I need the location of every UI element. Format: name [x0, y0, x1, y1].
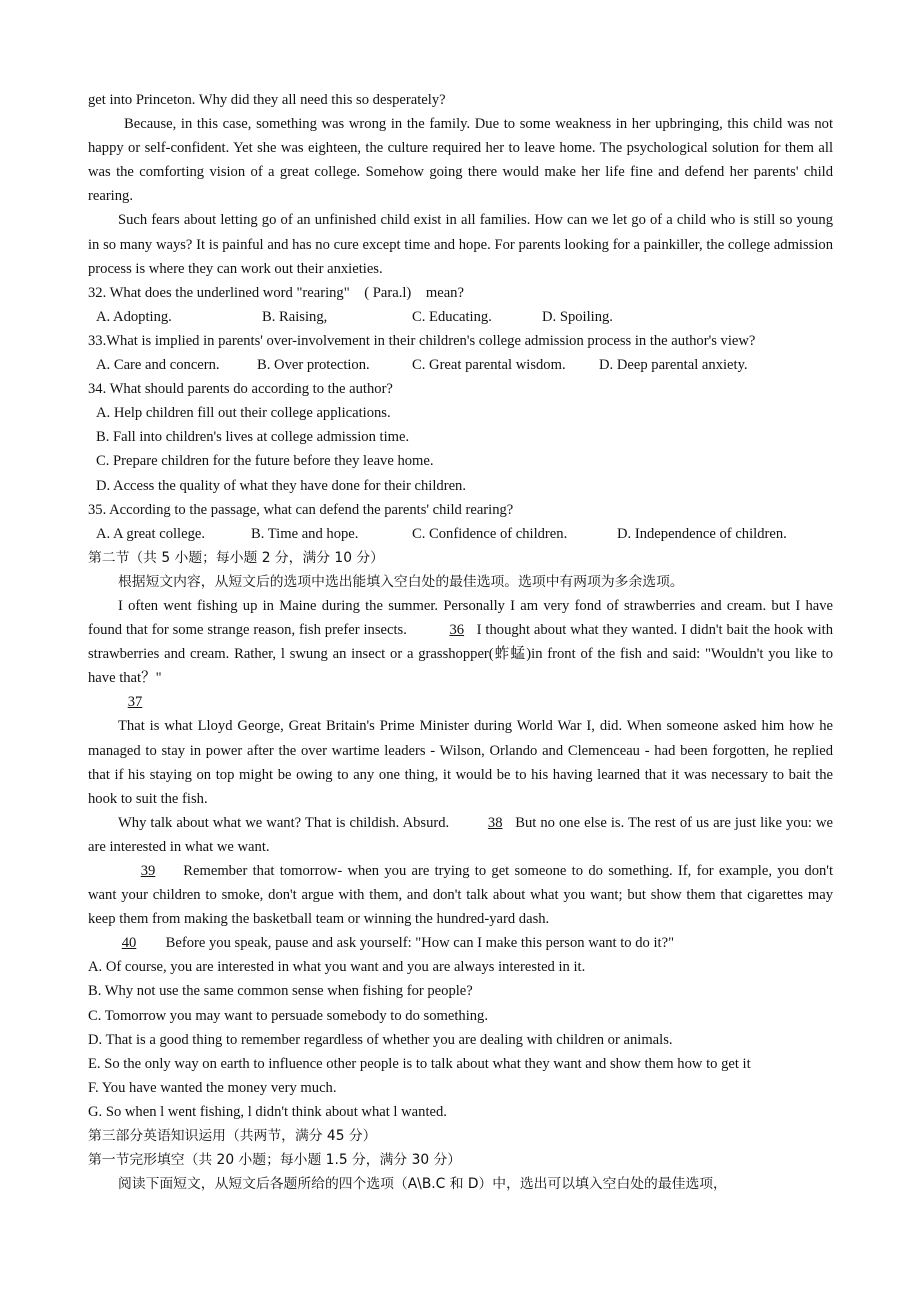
paragraph-text: Remember that tomorrow- when you are trying to get someone to do something. If, for example, you don't want your children to smoke, don't argue with them, and don't talk about what you want; but show them that cigarettes may keep them from making the basketball team or winning the hundred-yard dash. [88, 863, 833, 928]
blank-37: 37 [127, 694, 143, 711]
choice-option: C. Tomorrow you may want to persuade somebody to do something. [88, 1007, 488, 1024]
paragraph-text: Before you speak, pause and ask yourself: "How can I make this person want to do it?" [162, 935, 675, 952]
passage-paragraph [88, 811, 833, 859]
blank-38: 38 [487, 814, 503, 831]
choice-option: A. Of course, you are interested in what you want and you are always interested in it. [88, 959, 586, 976]
section-instruction: 根据短文内容，从短文后的选项中选出能填入空白处的最佳选项。选项中有两项为多余选项。 [118, 573, 684, 590]
part-heading: 第三部分英语知识运用（共两节，满分 45 分） [88, 1128, 377, 1145]
option: B. Time and hope. [251, 525, 359, 542]
option: C. Confidence of children. [412, 525, 568, 542]
paragraph-text: I thought about what they wanted. I didn't bait the hook with strawberries and cream. Rather, l swung an insect or a grasshopper(蚱蜢)in front of the fish and said: "Wouldn't you like to have that？" [88, 622, 834, 687]
question-stem: 33.What is implied in parents' over-involvement in their children's college admission process in the author's view? [88, 332, 756, 349]
option: B. Fall into children's lives at college admission time. [96, 429, 410, 446]
option: C. Prepare children for the future before they leave home. [96, 453, 434, 470]
passage-paragraph: get into Princeton. Why did they all need this so desperately? [88, 92, 446, 108]
paragraph-text: But no one else is. The rest of us are just like you: we are interested in what we want. [88, 814, 833, 855]
passage-paragraph: Such fears about letting go of an unfinished child exist in all families. How can we let go of a child who is still so young in so many ways? It is painful and has no cure except time and hope. For parents looking for a painkiller, the college admission process is where they can work out their anxieties. [88, 212, 833, 277]
exam-page [88, 88, 833, 1196]
sub-heading: 第一节完形填空（共 20 小题；每小题 1.5 分，满分 30 分） [88, 1152, 462, 1169]
section-instruction: 阅读下面短文，从短文后各题所给的四个选项（A\B.C 和 D）中，选出可以填入空白处的最佳选项， [118, 1176, 727, 1193]
choice-option: F. You have wanted the money very much. [88, 1079, 337, 1096]
choice-option: D. That is a good thing to remember regardless of whether you are dealing with children or animals. [88, 1031, 673, 1048]
question-stem: 34. What should parents do according to the author? [88, 381, 393, 398]
option: A. A great college. [96, 525, 206, 542]
blank-line [88, 690, 833, 714]
option-row [88, 353, 833, 377]
option-row [88, 305, 833, 329]
option: B. Raising, [262, 308, 328, 325]
option: D. Access the quality of what they have done for their children. [96, 477, 466, 494]
blank-39: 39 [140, 863, 156, 879]
passage-paragraph: That is what Lloyd George, Great Britain's Prime Minister during World War I, did. When someone asked him how he managed to stay in power after the over wartime leaders - Wilson, Orlando and Clemenceau - had been forgotten, he replied that if his staying on top might be owing to any one thing, it would be to his having learned that it was necessary to bait the hook to suit the fish. [88, 718, 833, 807]
paragraph-text: I often went fishing up in Maine during the summer. Personally I am very fond of strawberries and cream. but I have found that for some strange reason, fish prefer insects. [88, 597, 833, 639]
choice-option: G. So when l went fishing, l didn't think about what l wanted. [88, 1103, 447, 1120]
choice-option: E. So the only way on earth to influence other people is to talk about what they want and show them how to get it [88, 1055, 751, 1072]
option: D. Spoiling. [542, 308, 613, 325]
blank-40: 40 [121, 935, 137, 952]
passage-paragraph [88, 931, 833, 955]
option: B. Over protection. [257, 357, 370, 374]
option-row [88, 522, 833, 546]
section-heading: 第二节（共 5 小题；每小题 2 分，满分 10 分） [88, 549, 384, 566]
option: D. Independence of children. [617, 525, 787, 542]
option: C. Educating. [412, 308, 492, 325]
option: A. Care and concern. [96, 357, 220, 374]
passage-paragraph: Because, in this case, something was wrong in the family. Due to some weakness in her upbringing, this child was not happy or self-confident. Yet she was eighteen, the culture required her to leave home. The psychological solution for them all was the comforting vision of a great college. Somehow going there would make her life fine and defend her parents' child rearing. [88, 116, 833, 205]
choice-option: B. Why not use the same common sense when fishing for people? [88, 983, 473, 1000]
passage-paragraph [88, 859, 833, 931]
option: A. Help children fill out their college applications. [96, 405, 391, 422]
question-stem: 35. According to the passage, what can defend the parents' child rearing? [88, 501, 514, 518]
blank-36: 36 [449, 622, 465, 639]
option: A. Adopting. [96, 308, 172, 325]
question-stem: 32. What does the underlined word "rearing" ( Para.l) mean? [88, 284, 464, 301]
paragraph-text: Why talk about what we want? That is childish. Absurd. [118, 814, 450, 831]
option: C. Great parental wisdom. [412, 357, 566, 374]
passage-paragraph [88, 594, 833, 690]
option: D. Deep parental anxiety. [599, 357, 748, 374]
